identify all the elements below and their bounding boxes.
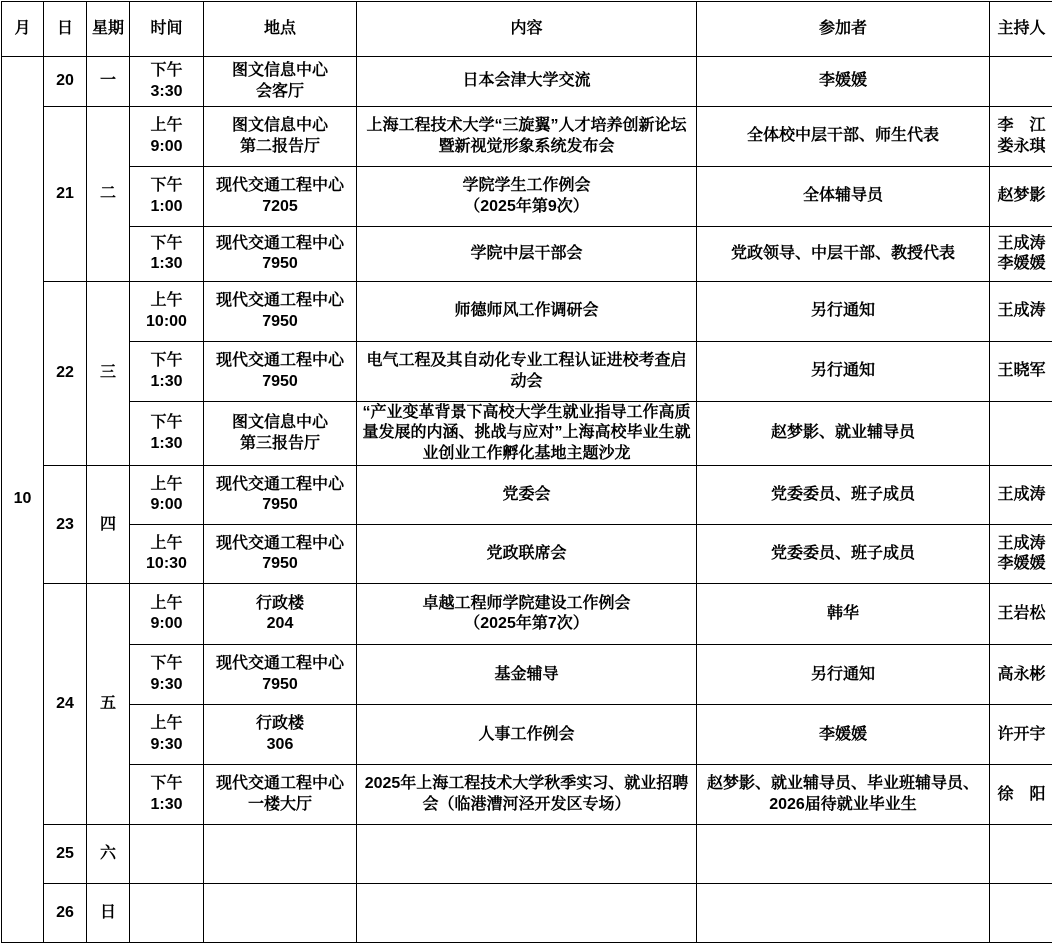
schedule-row xyxy=(2,884,1052,943)
cell-host xyxy=(990,825,1052,884)
cell-time: 上午 9:00 xyxy=(130,466,204,525)
cell-host: 王岩松 xyxy=(990,584,1052,645)
cell-participants: 另行通知 xyxy=(697,645,990,705)
cell-place: 现代交通工程中心 7950 xyxy=(204,466,357,525)
cell-content: 党委会 xyxy=(357,466,697,525)
cell-place: 现代交通工程中心 7950 xyxy=(204,282,357,342)
cell-content: 学院中层干部会 xyxy=(357,227,697,282)
cell-participants xyxy=(697,825,990,884)
header-row xyxy=(2,2,1052,57)
cell-participants: 韩华 xyxy=(697,584,990,645)
cell-day: 20 xyxy=(44,57,87,107)
header-cell-time: 时间 xyxy=(130,2,204,57)
cell-place xyxy=(204,884,357,943)
cell-participants: 李媛媛 xyxy=(697,705,990,765)
schedule-row xyxy=(2,525,1052,584)
cell-participants: 全体辅导员 xyxy=(697,167,990,227)
cell-host xyxy=(990,884,1052,943)
cell-weekday: 五 xyxy=(87,584,130,825)
cell-time: 下午 1:30 xyxy=(130,227,204,282)
cell-time: 下午 1:30 xyxy=(130,402,204,466)
cell-time: 上午 9:30 xyxy=(130,705,204,765)
cell-participants: 党委委员、班子成员 xyxy=(697,525,990,584)
cell-place: 现代交通工程中心 7950 xyxy=(204,645,357,705)
cell-host xyxy=(990,57,1052,107)
schedule-row xyxy=(2,765,1052,825)
cell-host xyxy=(990,402,1052,466)
cell-content: 学院学生工作例会 （2025年第9次） xyxy=(357,167,697,227)
cell-participants: 党委委员、班子成员 xyxy=(697,466,990,525)
schedule-row xyxy=(2,402,1052,466)
cell-place: 行政楼 306 xyxy=(204,705,357,765)
cell-host: 徐 阳 xyxy=(990,765,1052,825)
cell-participants: 党政领导、中层干部、教授代表 xyxy=(697,227,990,282)
cell-content: 党政联席会 xyxy=(357,525,697,584)
schedule-row xyxy=(2,107,1052,167)
schedule-row xyxy=(2,584,1052,645)
cell-weekday: 六 xyxy=(87,825,130,884)
schedule-table xyxy=(1,1,1052,943)
cell-place: 现代交通工程中心 7950 xyxy=(204,525,357,584)
cell-day: 21 xyxy=(44,107,87,282)
cell-time xyxy=(130,884,204,943)
cell-month: 10 xyxy=(2,57,44,943)
cell-content: 2025年上海工程技术大学秋季实习、就业招聘会（临港漕河泾开发区专场） xyxy=(357,765,697,825)
cell-host: 高永彬 xyxy=(990,645,1052,705)
schedule-row xyxy=(2,227,1052,282)
header-cell-month: 月 xyxy=(2,2,44,57)
header-cell-place: 地点 xyxy=(204,2,357,57)
header-cell-day: 日 xyxy=(44,2,87,57)
cell-content xyxy=(357,825,697,884)
cell-time: 下午 1:30 xyxy=(130,765,204,825)
cell-place: 现代交通工程中心 一楼大厅 xyxy=(204,765,357,825)
cell-time: 下午 9:30 xyxy=(130,645,204,705)
cell-content: 基金辅导 xyxy=(357,645,697,705)
cell-weekday: 二 xyxy=(87,107,130,282)
schedule-row xyxy=(2,825,1052,884)
cell-weekday: 日 xyxy=(87,884,130,943)
cell-time xyxy=(130,825,204,884)
header-cell-weekday: 星期 xyxy=(87,2,130,57)
cell-host: 王晓军 xyxy=(990,342,1052,402)
cell-content: 人事工作例会 xyxy=(357,705,697,765)
table-body xyxy=(2,57,1052,943)
cell-day: 23 xyxy=(44,466,87,584)
cell-day: 24 xyxy=(44,584,87,825)
cell-participants: 全体校中层干部、师生代表 xyxy=(697,107,990,167)
cell-time: 上午 9:00 xyxy=(130,107,204,167)
cell-day: 25 xyxy=(44,825,87,884)
cell-host: 王成涛 李媛媛 xyxy=(990,227,1052,282)
cell-content: 上海工程技术大学“三旋翼”人才培养创新论坛暨新视觉形象系统发布会 xyxy=(357,107,697,167)
cell-time: 下午 1:00 xyxy=(130,167,204,227)
cell-place: 图文信息中心 会客厅 xyxy=(204,57,357,107)
cell-day: 22 xyxy=(44,282,87,466)
cell-host: 许开宇 xyxy=(990,705,1052,765)
header-cell-participants: 参加者 xyxy=(697,2,990,57)
cell-host: 王成涛 xyxy=(990,282,1052,342)
cell-time: 下午 1:30 xyxy=(130,342,204,402)
cell-day: 26 xyxy=(44,884,87,943)
cell-content: 日本会津大学交流 xyxy=(357,57,697,107)
cell-content: 卓越工程师学院建设工作例会 （2025年第7次） xyxy=(357,584,697,645)
schedule-row xyxy=(2,57,1052,107)
schedule-row xyxy=(2,167,1052,227)
cell-weekday: 四 xyxy=(87,466,130,584)
cell-participants: 赵梦影、就业辅导员、毕业班辅导员、2026届待就业毕业生 xyxy=(697,765,990,825)
cell-place: 行政楼 204 xyxy=(204,584,357,645)
cell-place: 现代交通工程中心 7950 xyxy=(204,342,357,402)
cell-host: 王成涛 李媛媛 xyxy=(990,525,1052,584)
schedule-row xyxy=(2,466,1052,525)
cell-time: 下午 3:30 xyxy=(130,57,204,107)
cell-participants: 另行通知 xyxy=(697,282,990,342)
cell-weekday: 一 xyxy=(87,57,130,107)
cell-place: 现代交通工程中心 7950 xyxy=(204,227,357,282)
header-cell-content: 内容 xyxy=(357,2,697,57)
cell-time: 上午 9:00 xyxy=(130,584,204,645)
cell-content: 师德师风工作调研会 xyxy=(357,282,697,342)
cell-participants: 另行通知 xyxy=(697,342,990,402)
header-cell-host: 主持人 xyxy=(990,2,1052,57)
cell-host: 李 江 娄永琪 xyxy=(990,107,1052,167)
cell-place xyxy=(204,825,357,884)
cell-participants xyxy=(697,884,990,943)
schedule-row xyxy=(2,705,1052,765)
cell-participants: 李媛媛 xyxy=(697,57,990,107)
cell-host: 王成涛 xyxy=(990,466,1052,525)
schedule-row xyxy=(2,645,1052,705)
cell-weekday: 三 xyxy=(87,282,130,466)
cell-place: 图文信息中心 第二报告厅 xyxy=(204,107,357,167)
cell-participants: 赵梦影、就业辅导员 xyxy=(697,402,990,466)
cell-place: 现代交通工程中心 7205 xyxy=(204,167,357,227)
cell-content: 电气工程及其自动化专业工程认证进校考查启动会 xyxy=(357,342,697,402)
schedule-row xyxy=(2,342,1052,402)
cell-host: 赵梦影 xyxy=(990,167,1052,227)
schedule-row xyxy=(2,282,1052,342)
cell-content: “产业变革背景下高校大学生就业指导工作高质量发展的内涵、挑战与应对”上海高校毕业生就业创业工作孵化基地主题沙龙 xyxy=(357,402,697,466)
cell-time: 上午 10:00 xyxy=(130,282,204,342)
cell-content xyxy=(357,884,697,943)
cell-place: 图文信息中心 第三报告厅 xyxy=(204,402,357,466)
table-header xyxy=(2,2,1052,57)
cell-time: 上午 10:30 xyxy=(130,525,204,584)
